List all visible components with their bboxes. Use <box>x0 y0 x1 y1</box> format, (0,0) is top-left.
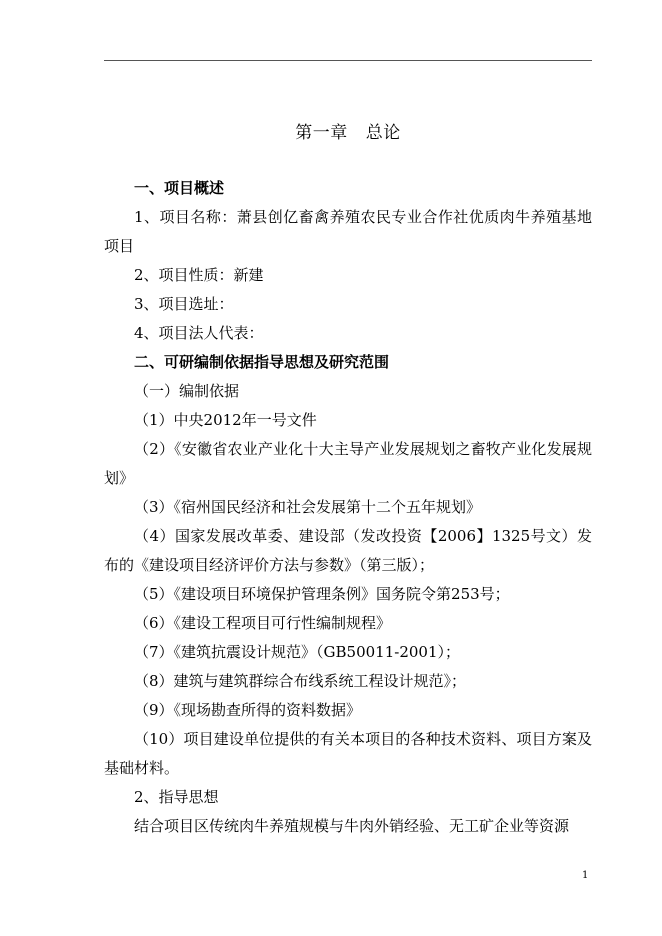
section-heading: 一、项目概述 <box>134 179 225 197</box>
paragraph: （8）建筑与建筑群综合布线系统工程设计规范》； <box>134 672 467 690</box>
chapter-name: 总论 <box>365 123 401 143</box>
paragraph: （1）中央2012年一号文件 <box>134 411 317 429</box>
paragraph: 结合项目区传统肉牛养殖规模与牛肉外销经验、无工矿企业等资源 <box>134 817 570 835</box>
paragraph: 3、项目选址： <box>134 295 234 313</box>
paragraph: （3）《宿州国民经济和社会发展第十二个五年规划》 <box>134 498 482 516</box>
chapter-prefix: 第一章 <box>295 123 348 143</box>
section-heading: 二、可研编制依据指导思想及研究范围 <box>134 353 390 371</box>
paragraph: （2）《安徽省农业产业化十大主导产业发展规划之畜牧产业化发展规划》 <box>104 440 592 487</box>
paragraph: 4、项目法人代表： <box>134 324 264 342</box>
paragraph: （6）《建设工程项目可行性编制规程》 <box>134 614 392 632</box>
document-body <box>104 174 592 841</box>
page-number: 1 <box>582 870 589 881</box>
paragraph: 2、指导思想 <box>134 788 219 806</box>
chapter-title <box>104 121 592 145</box>
paragraph: （10）项目建设单位提供的有关本项目的各种技术资料、项目方案及基础材料。 <box>104 730 592 777</box>
paragraph: （5）《建设项目环境保护管理条例》国务院令第253号； <box>134 585 510 603</box>
paragraph: （一）编制依据 <box>134 382 240 400</box>
paragraph: （4）国家发展改革委、建设部（发改投资【2006】1325号文）发布的《建设项目经济评价方法与参数》（第三版）； <box>104 527 592 574</box>
header-rule <box>104 60 592 61</box>
paragraph: （9）《现场勘查所得的资料数据》 <box>134 701 362 719</box>
paragraph: （7）《建筑抗震设计规范》（GB50011-2001）； <box>134 643 461 661</box>
paragraph: 1、项目名称：萧县创亿畜禽养殖农民专业合作社优质肉牛养殖基地项目 <box>104 208 592 255</box>
paragraph: 2、项目性质：新建 <box>134 266 264 284</box>
